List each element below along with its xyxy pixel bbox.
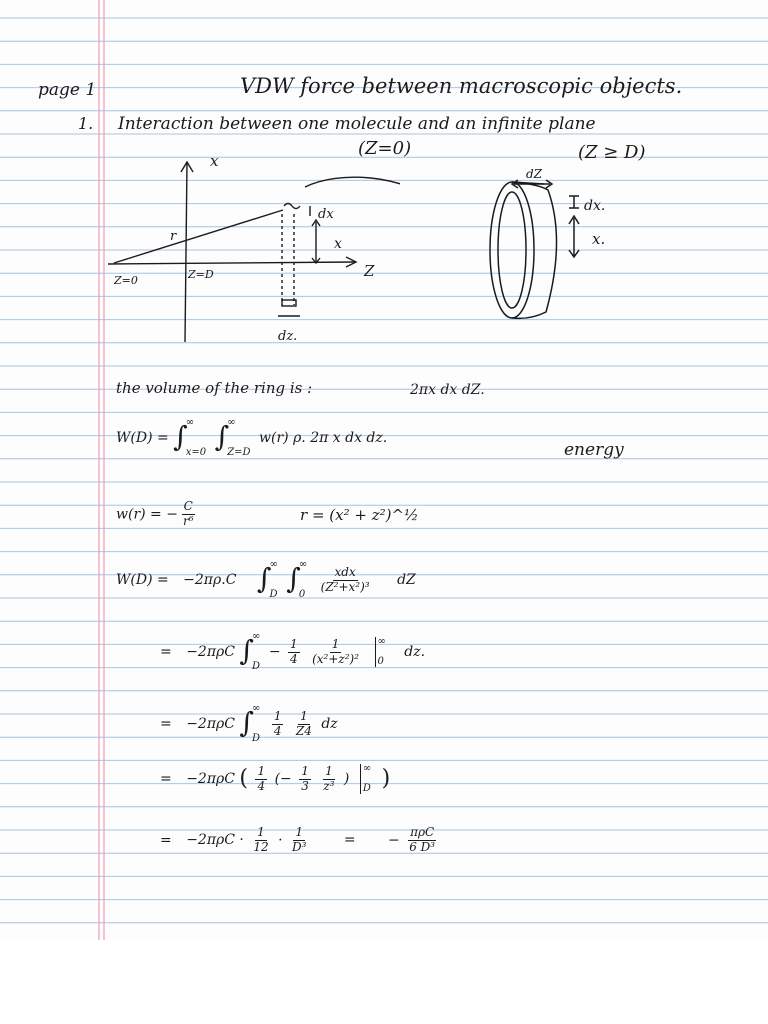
r-vector-line	[114, 210, 283, 263]
equation-step-1: = −2πρC ∫ ∞ D − $\frac{1}{4}$ $\frac{1}{\text{(x²+z²)²}}$ ∞ 0 dz.	[160, 631, 426, 672]
x-label: x	[334, 236, 342, 252]
geometry-diagram	[100, 150, 400, 350]
x-axis-line	[185, 162, 187, 342]
page-label: page 1	[38, 80, 97, 100]
integral-sign: ∫	[173, 420, 188, 453]
zD-label: Z=D	[188, 268, 214, 281]
volume-expr: 2πx dx dZ.	[410, 382, 485, 398]
equation-wd-integral: W(D) = −2πρ.C ∫ ∞ D ∫ ∞ 0 $\frac{\text{xdx}}{\text{(Z²+x²)³}}$ dZ	[116, 559, 416, 600]
dx-label: dx	[318, 207, 334, 222]
integral-sign: ∫	[214, 420, 230, 453]
eq1-limits-1: ∞ x=0	[185, 417, 207, 458]
page-title: VDW force between macroscopic objects.	[240, 74, 683, 98]
r-label: r	[170, 229, 177, 244]
equation-pair-potential: w(r) = − $\frac{C}{\text{r⁶}}$	[116, 499, 194, 528]
eq2-num: C	[183, 499, 193, 513]
equation-energy	[116, 418, 387, 458]
ring-figure	[470, 160, 650, 330]
equation-step-2: = −2πρC ∫ ∞ D $\frac{1}{4}$ $\frac{1}{Z4}$ dz	[160, 703, 338, 744]
ring-element-mark	[284, 204, 300, 209]
item-heading: Interaction between one molecule and an infinite plane	[118, 114, 596, 134]
z-axis-line	[108, 262, 355, 264]
equation-step-3: = −2πρC ( $\frac{1}{4}$ (− $\frac{1}{3}$ $\frac{1}{\text{z³}}$ ) ∞ D )	[160, 763, 391, 794]
condition-plane: (Z ≥ D)	[578, 142, 646, 163]
item-number: 1.	[78, 114, 94, 133]
ring-front	[490, 182, 534, 318]
z0-label: Z=0	[114, 274, 138, 287]
dz-label: dz.	[278, 329, 298, 344]
ring-x-label: x.	[592, 230, 606, 248]
connect-arrow	[305, 177, 400, 198]
eq1-integrand: w(r) ρ. 2π x dx dz.	[259, 430, 388, 446]
z-axis-label: Z	[364, 262, 375, 280]
final-result: $\frac{\text{πρC}}{\text{6 D³}}$	[409, 825, 436, 854]
eq1-lhs: W(D) =	[116, 430, 169, 446]
r-definition: r = (x² + z²)^½	[300, 506, 419, 524]
eq1-limits-2: ∞ Z=D	[227, 417, 251, 458]
equation-result: = −2πρC · $\frac{1}{12}$ · $\frac{1}{\text{D³}}$ = − $\frac{\text{πρC}}{\text{6 D³}}$	[160, 825, 436, 854]
x-axis-label: x	[210, 152, 219, 170]
energy-note: energy	[564, 440, 624, 460]
eq2-den: r⁶	[182, 513, 194, 528]
volume-text: the volume of the ring is :	[116, 379, 313, 397]
ring-dx-label: dx.	[584, 198, 606, 214]
condition-molecule: (Z=0)	[358, 138, 412, 159]
ring-dz-label: dZ	[526, 167, 543, 181]
